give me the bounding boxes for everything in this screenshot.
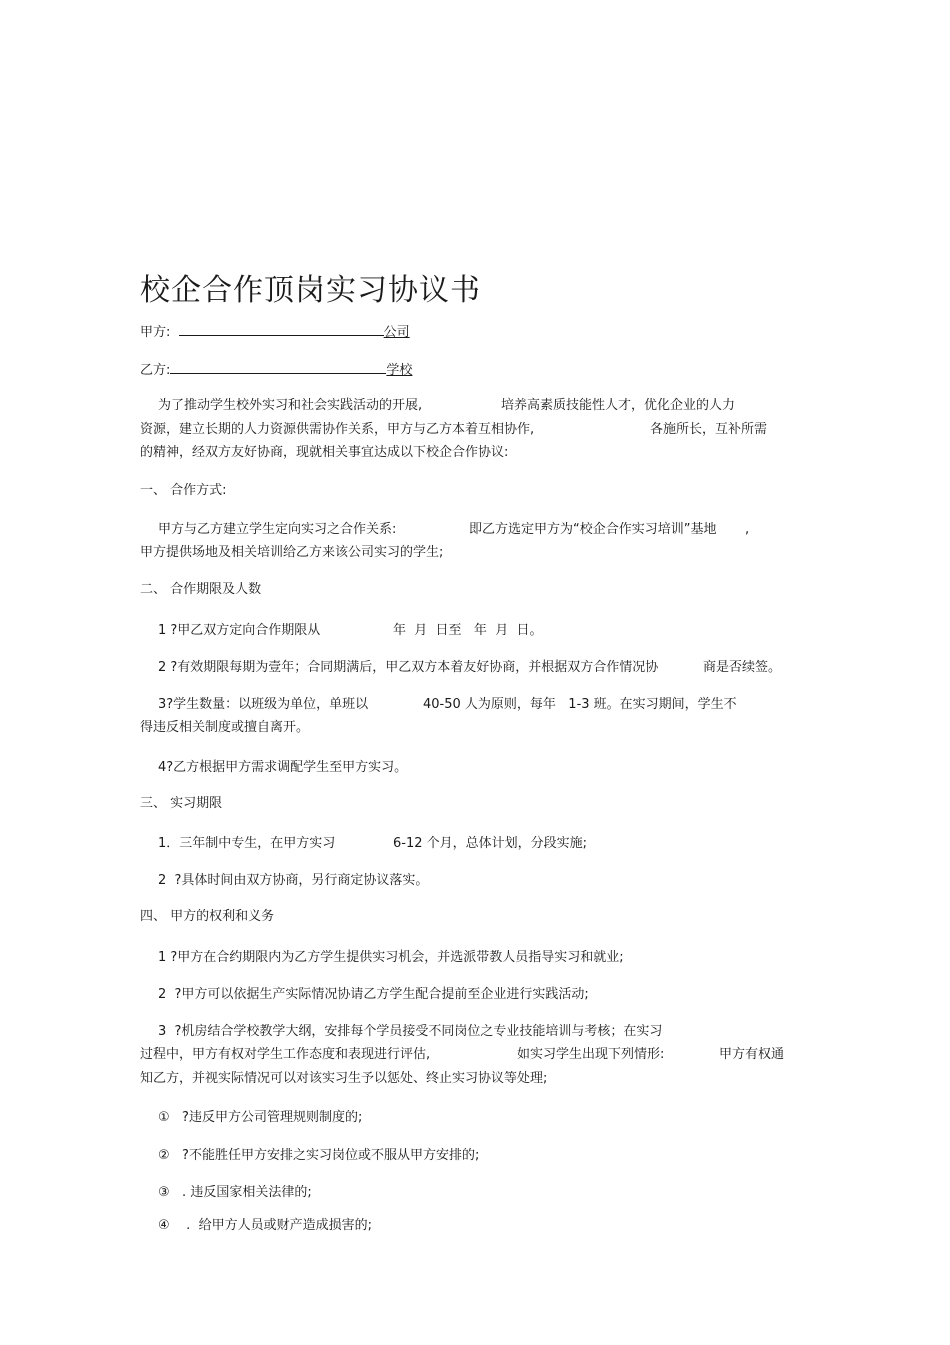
document-title: 校企合作顶岗实习协议书 — [140, 273, 481, 308]
party-a-label: 甲方: — [140, 325, 171, 340]
section-4-item-3a: 3 ?机房结合学校教学大纲，安排每个学员接受不同岗位之专业技能培训与考核；在实习 — [158, 1024, 663, 1039]
section-3-item-1b: 6-12 个月，总体计划，分段实施; — [393, 836, 588, 851]
section-2-item-3c: 得违反相关制度或擅自离开。 — [140, 720, 310, 735]
section-1-para-1b: 即乙方选定甲方为“校企合作实习培训”基地 — [469, 522, 717, 537]
intro-line-1: 为了推动学生校外实习和社会实践活动的开展, — [158, 398, 423, 413]
section-4-item-2: 2 ?甲方可以依据生产实际情况协请乙方学生配合提前至企业进行实践活动; — [158, 987, 589, 1002]
section-4-item-3e: 知乙方，并视实际情况可以对该实习生予以惩处、终止实习协议等处理; — [140, 1071, 548, 1086]
section-1-para-1c: , — [745, 522, 750, 537]
section-4-heading: 四、 甲方的权利和义务 — [140, 909, 275, 924]
section-4-clause-2: ② ?不能胜任甲方安排之实习岗位或不服从甲方安排的; — [158, 1148, 480, 1163]
party-b-suffix: 学校 — [386, 363, 413, 378]
intro-line-2b: 各施所长，互补所需 — [650, 422, 768, 437]
section-3-item-1a: 1．三年制中专生，在甲方实习 — [158, 836, 336, 851]
section-3-heading: 三、 实习期限 — [140, 796, 223, 811]
section-1-heading: 一、 合作方式: — [140, 483, 227, 498]
party-b-label: 乙方: — [140, 363, 171, 378]
section-4-item-1: 1 ?甲方在合约期限内为乙方学生提供实习机会，并选派带教人员指导实习和就业; — [158, 950, 624, 965]
section-4-item-3d: 甲方有权通 — [719, 1047, 785, 1062]
section-4-clause-4: ④ . 给甲方人员或财产造成损害的; — [158, 1218, 372, 1233]
section-4-clause-1: ① ?违反甲方公司管理规则制度的; — [158, 1110, 363, 1125]
section-2-heading: 二、 合作期限及人数 — [140, 582, 262, 597]
party-b-blank — [170, 361, 386, 374]
section-2-item-3b: 40-50 人为原则，每年 1-3 班。在实习期间，学生不 — [423, 697, 737, 712]
intro-line-1b: 培养高素质技能性人才，优化企业的人力 — [501, 398, 736, 413]
section-2-item-1a: 1 ?甲乙双方定向合作期限从 — [158, 623, 321, 638]
section-3-item-2: 2 ?具体时间由双方协商，另行商定协议落实。 — [158, 873, 429, 888]
party-a-blank — [179, 323, 384, 336]
intro-line-2: 资源，建立长期的人力资源供需协作关系，甲方与乙方本着互相协作, — [140, 422, 535, 437]
party-a-line — [140, 323, 410, 341]
party-b-line — [140, 361, 412, 379]
intro-line-3: 的精神，经双方友好协商，现就相关事宜达成以下校企合作协议: — [140, 445, 509, 460]
section-2-item-4: 4?乙方根据甲方需求调配学生至甲方实习。 — [158, 760, 408, 775]
section-4-item-3b: 过程中，甲方有权对学生工作态度和表现进行评估, — [140, 1047, 431, 1062]
section-1-para-2: 甲方提供场地及相关培训给乙方来该公司实习的学生; — [140, 545, 444, 560]
section-2-item-2b: 商是否续签。 — [703, 660, 782, 675]
section-1-para-1a: 甲方与乙方建立学生定向实习之合作关系: — [158, 522, 397, 537]
party-a-suffix: 公司 — [383, 325, 410, 340]
section-4-clause-3: ③ . 违反国家相关法律的; — [158, 1185, 312, 1200]
section-2-item-3a: 3?学生数量：以班级为单位，单班以 — [158, 697, 369, 712]
section-4-item-3c: 如实习学生出现下列情形: — [517, 1047, 665, 1062]
section-2-item-2a: 2 ?有效期限每期为壹年；合同期满后，甲乙双方本着友好协商，并根据双方合作情况协 — [158, 660, 659, 675]
section-2-item-1b: 年 月 日至 年 月 日。 — [393, 623, 543, 638]
